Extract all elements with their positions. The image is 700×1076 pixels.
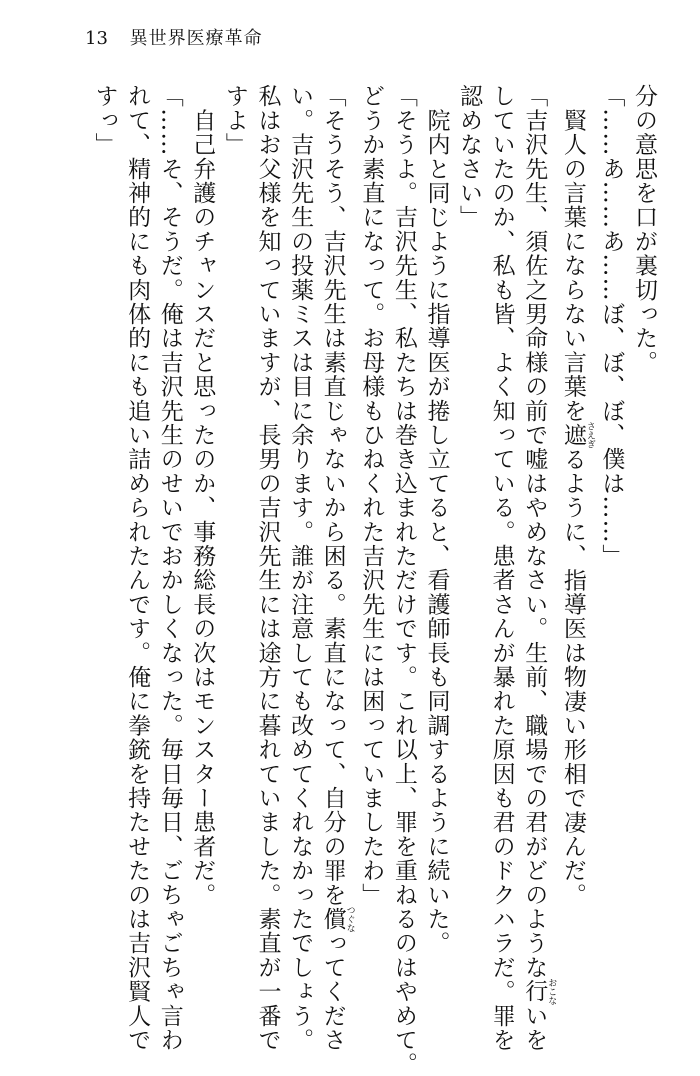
body-line: すよ」: [221, 84, 248, 157]
body-line: 自己弁護のチャンスだと思ったのか、事務総長の次はモンスター患者だ。: [189, 108, 216, 907]
body-line: すっ」: [91, 84, 118, 157]
book-title: 異世界医療革命: [129, 28, 263, 49]
body-line: い。吉沢先生の投薬ミスは目に余ります。誰が注意しても改めてくれなかったでしょう。: [287, 84, 314, 1052]
ruby-annotation: 行 おこな: [521, 978, 557, 1006]
body-line: 「……そ、そうだ。俺は吉沢先生のせいでおかしくなった。毎日毎日、ごちゃごちゃ言わ: [156, 84, 183, 1052]
body-line: 院内と同じように指導医が捲し立てると、看護師長も同調するように続いた。: [423, 108, 450, 956]
body-line: れて、精神的にも肉体的にも追い詰められたんです。俺に拳銃を持たせたのは吉沢賢人で: [124, 84, 151, 1052]
running-head: [85, 30, 263, 48]
body-line: 「そうそう、吉沢先生は素直じゃないから困る。素直になって、自分の罪を償 つぐなってくださ: [319, 84, 355, 1053]
body-line: 「……あ……あ……ぼ、ぼ、ぼ、僕は……」: [598, 84, 625, 568]
body-text: [20, 84, 660, 1076]
body-line: 分の意思を口が裏切った。: [631, 84, 657, 375]
body-line: 賢人の言葉にならない言葉を遮 さえぎるように、指導医は物凄い形相で凄んだ。: [559, 108, 595, 907]
body-line: どうか素直になって。お母様もひねくれた吉沢先生には困っていましたわ」: [358, 84, 385, 907]
body-line: 「吉沢先生、須佐之男命様の前で嘘はやめなさい。生前、職場での君がどのような行 おこないを: [521, 84, 557, 1053]
page-number: 13: [85, 28, 108, 49]
body-line: 私はお父様を知っていますが、長男の吉沢先生には途方に暮れていました。素直が一番で: [254, 84, 281, 1052]
body-line: していたのか、私も皆、よく知っている。患者さんが暴れた原因も君のドクハラだ。罪を: [488, 84, 515, 1052]
ruby-annotation: 償 つぐな: [319, 905, 355, 933]
body-line: 「そうよ。吉沢先生、私たちは巻き込まれただけです。これ以上、罪を重ねるのはやめて。: [390, 84, 417, 1076]
ruby-annotation: 遮 さえぎ: [559, 421, 595, 449]
body-line: 認めなさい」: [456, 84, 483, 230]
